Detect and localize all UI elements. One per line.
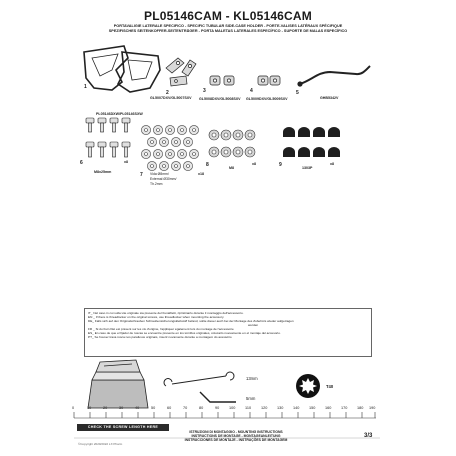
ruler-tick-140: 140 xyxy=(293,406,300,410)
bolts-m8x25 xyxy=(86,118,130,157)
subtitle-line-1: PORTAVALIGIE LATERALE SPECIFICO - SPECIFIC TUBULAR SIDE-CASE HOLDER - PORTE-VALISES LATÉRAUX SPÉCIFIQUE xyxy=(113,24,343,28)
part-code-4: GL5009DXV/GL5009SXV xyxy=(246,97,288,101)
ruler-tick-150: 150 xyxy=(309,406,316,410)
subtitle-line-2: SPEZIFISCHES SEITENKOFFER-SEITENTRÄGER - PORTA MALETAS LATERALES ESPECÍFICO - SUPORTE DE MALAS ESPECÍFICO xyxy=(108,29,348,33)
caps-1303p xyxy=(283,127,340,157)
notes-box xyxy=(84,308,372,357)
torx-label: T40 xyxy=(326,384,334,389)
part-qty-6: x8 xyxy=(124,160,128,164)
part-code-2: GL5007DXV/GL5007SXV xyxy=(150,96,192,100)
footer-instructions xyxy=(150,431,322,443)
ruler-tick-110: 110 xyxy=(245,406,252,410)
ruler-tick-70: 70 xyxy=(183,406,188,410)
part-number-3: 3 xyxy=(203,88,206,94)
note-de-cont: werden xyxy=(248,323,259,328)
part-number-7: 7 xyxy=(140,172,143,178)
part-number-1: 1 xyxy=(84,84,87,90)
footer-line-2: INSTRUCTIONS DE MONTAGE - MONTAGEANLEITUNG xyxy=(191,433,281,438)
ruler-tick-10: 10 xyxy=(87,406,92,410)
footer-line-3: INSTRUCCIONES DE MONTAJE - INSTRUÇÕES DE MONTAGEM xyxy=(184,437,288,442)
page-title: PL05146CAM - KL05146CAM xyxy=(144,9,312,23)
ruler-tick-80: 80 xyxy=(199,406,204,410)
ruler-tick-170: 170 xyxy=(341,406,348,410)
ruler xyxy=(74,412,376,418)
ruler-tick-100: 100 xyxy=(229,406,236,410)
ruler-tick-160: 160 xyxy=(325,406,332,410)
part-number-5: 5 xyxy=(296,90,299,96)
ruler-tick-130: 130 xyxy=(277,406,284,410)
part-number-2: 2 xyxy=(166,90,169,96)
washer-caption-1: Vida Ø8mm/ xyxy=(150,172,169,176)
part-qty-9: x8 xyxy=(330,162,334,166)
note-de: DE_ Falls sich auf den Originalschrauben Schraubensicherungsklebstoff befand, sollte dieser auch bei der Montage des Zubehörs wieder aufgetragen xyxy=(88,319,294,324)
ruler-tick-90: 90 xyxy=(215,406,220,410)
footer-line-1: ISTRUZIONI DI MONTAGGIO - MOUNTING INSTRUCTIONS xyxy=(189,430,283,434)
ruler-tick-50: 50 xyxy=(151,406,156,410)
part-number-9: 9 xyxy=(279,162,282,168)
hex-key-label: 5mm xyxy=(246,396,256,401)
part-code-5: GHB5342V xyxy=(320,96,339,100)
rod-ghb5342 xyxy=(298,66,370,86)
part-number-4: 4 xyxy=(250,88,253,94)
nuts-m8 xyxy=(209,130,255,157)
washer-caption-3: Th.2mm xyxy=(150,182,163,186)
ruler-tick-0: 0 xyxy=(72,406,75,410)
side-frame-right xyxy=(118,52,160,92)
ruler-tick-20: 20 xyxy=(103,406,108,410)
washer-caption-2: External Ø30mm/ xyxy=(150,177,177,181)
wrench-label: 13mm xyxy=(246,376,258,381)
ruler-tick-190: 190 xyxy=(369,406,376,410)
note-it: IT_ Nel caso in cui sulla vite originale sia presente del frenafiletti, ripristinarlo durante il montaggio dell'accessorio. xyxy=(88,311,244,315)
part-qty-7: x18 xyxy=(198,172,204,176)
copyright: ©Copyright 2020/2022 LX Pharm xyxy=(78,442,123,446)
toolbox-icon xyxy=(88,360,148,408)
note-es: ES_ En caso de que el fijador de roscas se encuentre presente en los tornillos originales, colocarlo nuevamente en el montaje del accesorio. xyxy=(88,331,281,336)
ruler-tick-60: 60 xyxy=(167,406,172,410)
part-qty-8: x8 xyxy=(252,162,256,166)
part-code-3: GL5008DXV/GL5008SXV xyxy=(199,97,241,101)
check-screw-banner: CHECK THE SCREW LENGTH HERE xyxy=(77,424,169,431)
ruler-tick-40: 40 xyxy=(135,406,140,410)
ruler-tick-30: 30 xyxy=(119,406,124,410)
page-number: 3/3 xyxy=(364,433,373,439)
ruler-tick-120: 120 xyxy=(261,406,268,410)
spacer-gl5009 xyxy=(258,76,280,85)
note-fr: FR _ Si du frein filet est présent sur les vis d'origine, l'appliquer également lors du montage de l'accessoire xyxy=(88,327,234,332)
bracket-gl5007 xyxy=(166,58,196,86)
note-pt: PT_ Se houver trava rosca nos parafusos originais, inserir novamente durante a montagem do acessório xyxy=(88,335,232,340)
part-code-9: 1303P xyxy=(302,166,313,170)
spacer-gl5008 xyxy=(210,76,234,85)
note-en: EN _ If there is threadlocker on the original screws, use threadlocker when mounting the accessory. xyxy=(88,315,225,320)
hex-key-5mm-icon xyxy=(200,392,236,402)
torx-t40-icon xyxy=(296,374,320,398)
part-code-8: M8 xyxy=(229,166,234,170)
washers xyxy=(141,125,198,170)
part-code-6: M8x25mm xyxy=(94,170,112,174)
wrench-13mm-icon xyxy=(164,372,234,386)
part-number-6: 6 xyxy=(80,160,83,166)
ruler-tick-180: 180 xyxy=(357,406,364,410)
part-code-1: PL05146DXW/PL05146SXW xyxy=(96,112,143,116)
part-number-8: 8 xyxy=(206,162,209,168)
